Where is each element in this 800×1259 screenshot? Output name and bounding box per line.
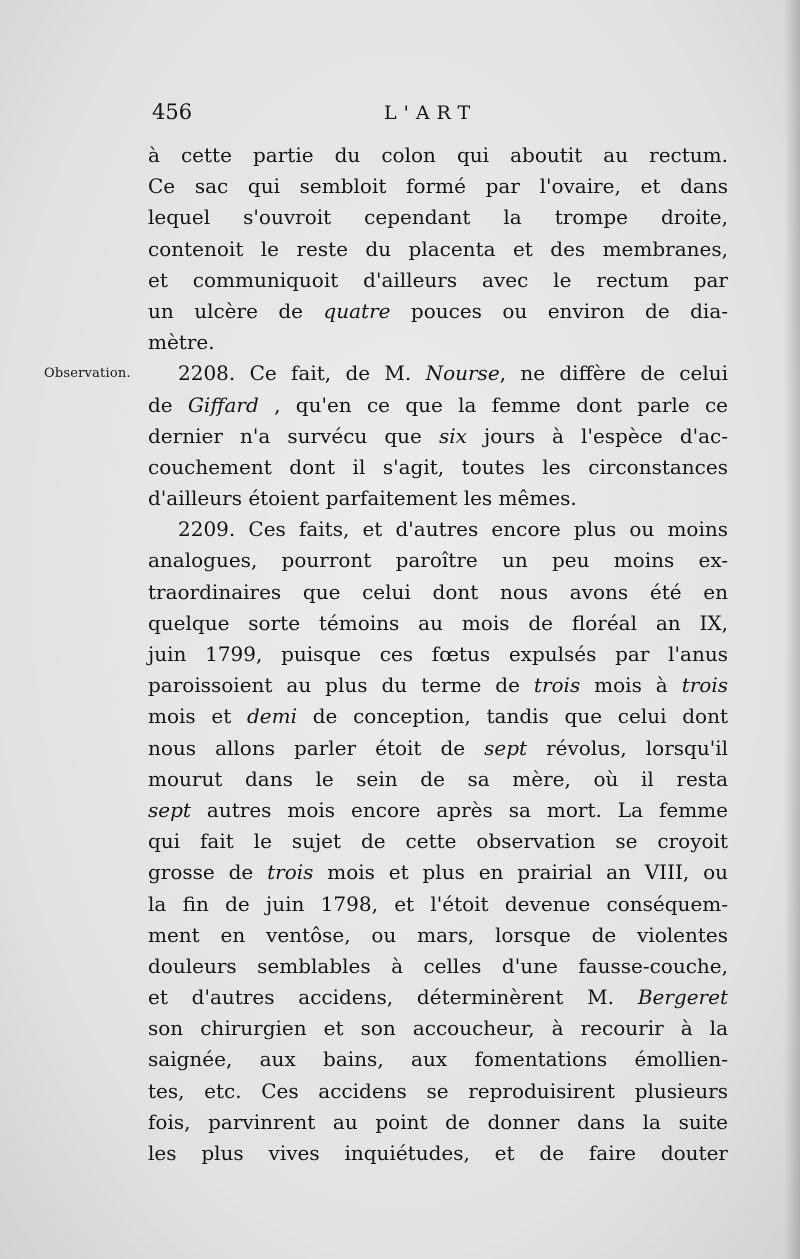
text-line: fois, parvinrent au point de donner dans la suite [148,1109,728,1134]
text-line: grosse de trois mois et plus en prairial an VIII, ou [148,860,728,885]
text-line: 2209. Ces faits, et d'autres encore plus ou moins [178,517,728,542]
text-line: nous allons parler étoit de sept révolus, lorsqu'il [148,735,729,760]
text-line: un ulcère de quatre pouces ou environ de dia- [148,298,728,323]
text-line: analogues, pourront paroître un peu moins ex- [148,548,728,573]
text-line: d'ailleurs étoient parfaitement les mêmes. [148,486,577,511]
page-edge-shadow [784,0,800,1259]
body-text [148,140,728,1169]
text-line: son chirurgien et son accoucheur, à recourir à la [148,1016,728,1041]
text-line: mètre. [148,330,215,355]
text-line: dernier n'a survécu que six jours à l'espèce d'ac- [148,423,728,448]
text-line: qui fait le sujet de cette observation se croyoit [148,829,728,854]
page-header [148,100,728,130]
text-line: saignée, aux bains, aux fomentations émollien- [148,1047,728,1072]
text-line: juin 1799, puisque ces fœtus expulsés par l'anus [148,642,728,666]
text-line: à cette partie du colon qui aboutit au rectum. [148,143,728,167]
text-line: Ce sac qui sembloit formé par l'ovaire, et dans [148,174,728,199]
text-line: mourut dans le sein de sa mère, où il resta [148,766,728,791]
text-line: 2208. Ce fait, de M. Nourse, ne diffère de celui [178,361,728,386]
text-line: les plus vives inquiétudes, et de faire douter [148,1141,728,1165]
text-line: mois et demi de conception, tandis que celui dont [148,704,728,729]
text-line: et d'autres accidens, déterminèrent M. Bergeret [148,985,728,1010]
text-line: et communiquoit d'ailleurs avec le rectum par [148,267,728,292]
text-line: douleurs semblables à celles d'une fausse-couche, [148,953,728,978]
page-number: 456 [152,100,193,124]
text-line: contenoit le reste du placenta et des membranes, [148,236,728,261]
text-line: tes, etc. Ces accidens se reproduisirent plusieurs [148,1078,728,1103]
text-line: de Giffard , qu'en ce que la femme dont parle ce [148,392,729,417]
text-line: couchement dont il s'agit, toutes les circonstances [148,454,728,479]
text-line: la fin de juin 1798, et l'étoit devenue conséquem- [148,891,728,916]
margin-note-observation: Observation. [44,366,131,381]
text-line: lequel s'ouvroit cependant la trompe droite, [148,205,728,230]
text-line: quelque sorte témoins au mois de floréal an IX, [148,610,728,635]
text-line: paroissoient au plus du terme de trois mois à trois [148,673,728,698]
text-line: sept autres mois encore après sa mort. La femme [148,797,728,822]
text-line: traordinaires que celui dont nous avons été en [148,579,728,604]
running-title: L'ART [384,102,478,124]
text-line: ment en ventôse, ou mars, lorsque de violentes [148,922,728,947]
